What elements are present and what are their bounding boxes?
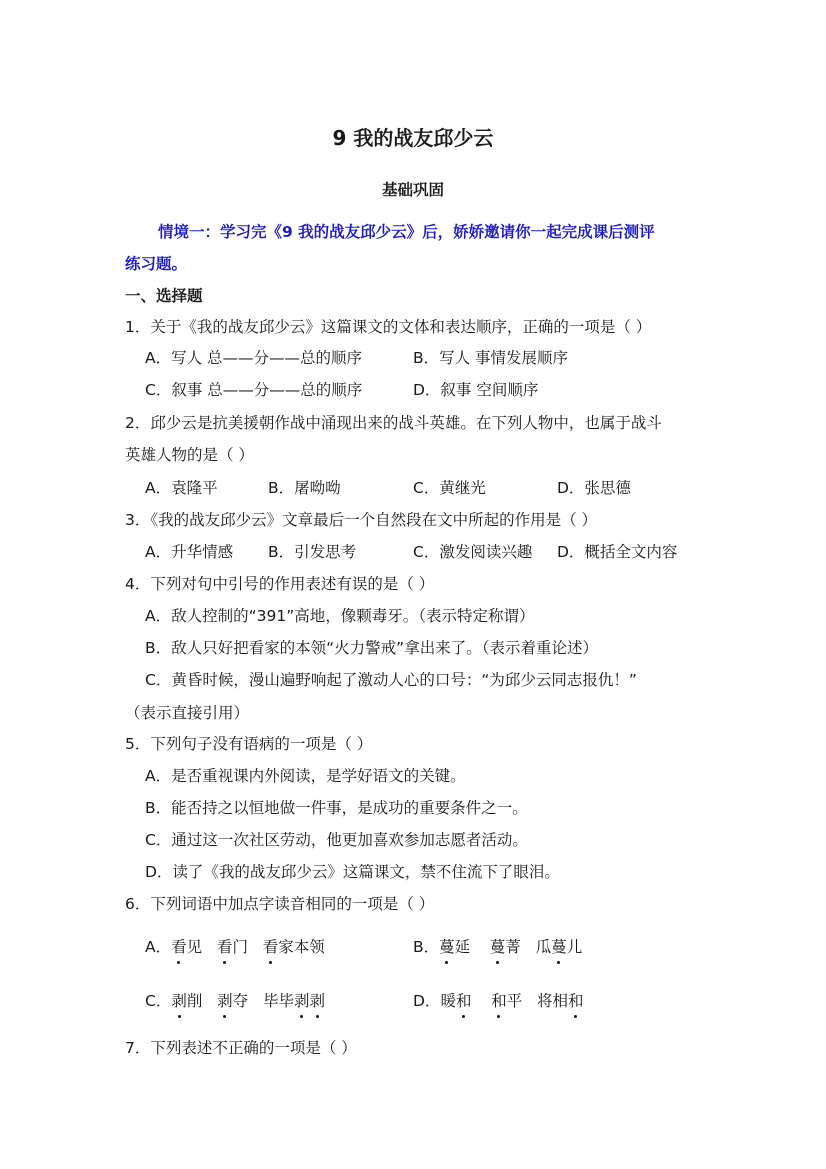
q4-option-a: A．敌人控制的“391”高地，像颗毒牙。（表示特定称谓） (145, 607, 535, 625)
dotted-char: 看 (216, 938, 233, 956)
q3-option-d: D．概括全文内容 (557, 543, 678, 561)
plain-chars: 夺 (232, 992, 249, 1010)
q6-c-word-1 (171, 992, 202, 1010)
dotted-char: 和 (455, 992, 472, 1010)
q3-option-b: B．引发思考 (268, 543, 357, 561)
q6-b-word-1 (439, 938, 470, 956)
q6-c-word-2 (217, 992, 248, 1010)
q5-option-a: A．是否重视课内外阅读，是学好语文的关键。 (145, 767, 466, 785)
q5-option-d: D．读了《我的战友邱少云》这篇课文，禁不住流下了眼泪。 (145, 863, 560, 881)
scenario-line-2: 练习题。 (125, 255, 188, 273)
plain-chars: 菁 (505, 938, 521, 956)
q1-stem: 1．关于《我的战友邱少云》这篇课文的文体和表达顺序，正确的一项是（ ） (125, 318, 652, 336)
dotted-char: 和 (568, 992, 584, 1010)
dotted-char: 看 (171, 938, 187, 956)
dotted-char: 剥 (217, 992, 233, 1010)
q6-d-word-2 (491, 992, 522, 1010)
plain-chars: 见 (186, 938, 203, 956)
q5-option-c: C．通过这一次社区劳动，他更加喜欢参加志愿者活动。 (145, 831, 528, 849)
dotted-char: 蔓 (489, 938, 506, 956)
plain-chars: 削 (186, 992, 203, 1010)
q6-a-word-1 (171, 938, 202, 956)
q3-option-a: A．升华情感 (145, 543, 234, 561)
section-subtitle: 基础巩固 (381, 181, 444, 199)
page-title: 9 我的战友邱少云 (332, 126, 494, 150)
dotted-char: 蔓 (551, 938, 567, 956)
q1-option-b: B．写人 事情发展顺序 (413, 349, 569, 367)
dotted-char: 剥 (309, 992, 325, 1010)
q6-c-word-3 (263, 992, 325, 1010)
q6-d-word-1 (440, 992, 471, 1010)
section-heading: 一、选择题 (125, 287, 203, 305)
q5-stem: 5．下列句子没有语病的一项是（ ） (125, 735, 373, 753)
q4-option-c: C．黄昏时候，漫山遍野响起了激动人心的口号：“为邱少云同志报仇！” (145, 671, 637, 689)
q6-option-c (145, 991, 325, 1011)
q6-d-word-3 (537, 992, 584, 1010)
q2-stem-line-2: 英雄人物的是（ ） (125, 446, 254, 464)
q1-option-a: A．写人 总——分——总的顺序 (145, 349, 363, 367)
q4-stem: 4．下列对句中引号的作用表述有误的是（ ） (125, 575, 435, 593)
dotted-char: 看 (262, 938, 279, 956)
q2-option-c: C．黄继光 (413, 479, 486, 497)
dotted-char: 剥 (171, 992, 187, 1010)
plain-chars: 平 (506, 992, 523, 1010)
q6-c-label: C． (145, 992, 172, 1010)
plain-chars: 将相 (537, 992, 569, 1010)
plain-chars: 门 (232, 938, 248, 956)
dotted-char: 和 (491, 992, 507, 1010)
plain-chars: 儿 (566, 938, 583, 956)
plain-chars: 家本领 (278, 938, 325, 956)
q3-option-c: C．激发阅读兴趣 (413, 543, 533, 561)
plain-chars: 瓜 (535, 938, 552, 956)
q6-option-d (413, 991, 584, 1011)
q2-stem-line-1: 2．邱少云是抗美援朝作战中涌现出来的战斗英雄。在下列人物中，也属于战斗 (125, 414, 662, 432)
q1-option-c: C．叙事 总——分——总的顺序 (145, 381, 363, 399)
q3-stem: 3．《我的战友邱少云》文章最后一个自然段在文中所起的作用是（ ） (125, 511, 598, 529)
q6-b-label: B． (413, 938, 440, 956)
plain-chars: 暖 (440, 992, 456, 1010)
q6-stem: 6．下列词语中加点字读音相同的一项是（ ） (125, 895, 435, 913)
q4-option-c-note: （表示直接引用） (125, 704, 250, 722)
q6-b-word-3 (536, 938, 583, 956)
q2-option-d: D．张思德 (557, 479, 631, 497)
plain-chars: 毕毕 (262, 992, 294, 1010)
q2-option-a: A．袁隆平 (145, 479, 218, 497)
scenario-line-1: 情境一：学习完《9 我的战友邱少云》后，娇娇邀请你一起完成课后测评 (158, 223, 655, 241)
q6-a-label: A． (145, 938, 172, 956)
q2-option-b: B．屠呦呦 (268, 479, 341, 497)
q7-stem: 7．下列表述不正确的一项是（ ） (125, 1039, 357, 1057)
dotted-char: 剥 (293, 992, 310, 1010)
dotted-char: 蔓 (439, 938, 455, 956)
plain-chars: 延 (454, 938, 471, 956)
q4-option-b: B．敌人只好把看家的本领“火力警戒”拿出来了。（表示着重论述） (145, 639, 598, 657)
q6-option-a (145, 937, 325, 957)
q5-option-b: B．能否持之以恒地做一件事，是成功的重要条件之一。 (145, 799, 528, 817)
q6-option-b (413, 937, 582, 957)
q6-b-word-2 (490, 938, 521, 956)
q6-a-word-2 (217, 938, 248, 956)
q6-d-label: D． (413, 992, 441, 1010)
q6-a-word-3 (263, 938, 325, 956)
q1-option-d: D．叙事 空间顺序 (413, 381, 539, 399)
